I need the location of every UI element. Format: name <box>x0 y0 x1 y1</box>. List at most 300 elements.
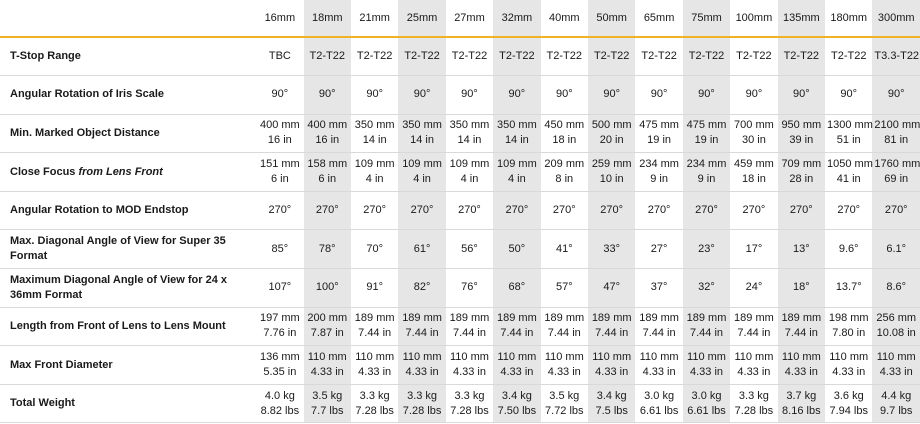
cell-value-imperial: 4 in <box>460 173 479 186</box>
cell-value: 450 mm <box>544 119 585 132</box>
row-label: Length from Front of Lens to Lens Mount <box>0 307 256 346</box>
lens-header-180mm: 180mm <box>825 0 872 37</box>
cell-value: 100° <box>315 281 339 294</box>
table-cell <box>446 191 493 230</box>
cell-value: 90° <box>603 88 620 101</box>
cell-value-imperial: 7.44 in <box>737 327 771 340</box>
cell-value-imperial: 19 in <box>647 134 672 147</box>
cell-value: 475 mm <box>686 119 727 132</box>
table-cell <box>351 269 398 308</box>
table-cell <box>730 191 777 230</box>
cell-value: 259 mm <box>591 158 632 171</box>
table-cell <box>872 269 920 308</box>
table-cell <box>778 269 825 308</box>
row-label: Min. Marked Object Distance <box>0 114 256 153</box>
cell-value: 234 mm <box>639 158 679 171</box>
cell-value: 70° <box>366 242 383 255</box>
table-cell <box>493 153 540 192</box>
table-cell <box>730 230 777 269</box>
lens-header-40mm: 40mm <box>541 0 588 37</box>
table-cell <box>541 307 588 346</box>
table-cell <box>398 76 445 115</box>
cell-value-imperial: 4.33 in <box>642 366 676 379</box>
cell-value: 110 mm <box>402 351 442 364</box>
row-label: Total Weight <box>0 384 256 423</box>
cell-value: 270° <box>742 204 766 217</box>
table-cell <box>256 269 303 308</box>
lens-header-300mm: 300mm <box>872 0 920 37</box>
table-cell <box>446 230 493 269</box>
table-cell <box>446 384 493 423</box>
cell-value: 189 mm <box>544 312 585 325</box>
table-cell <box>446 307 493 346</box>
table-cell <box>778 384 825 423</box>
lens-header-135mm: 135mm <box>778 0 825 37</box>
table-row <box>0 307 920 346</box>
cell-value: 234 mm <box>686 158 727 171</box>
cell-value: 198 mm <box>828 312 869 325</box>
table-cell <box>541 191 588 230</box>
cell-value: 90° <box>650 88 668 101</box>
table-cell <box>825 307 872 346</box>
table-cell <box>588 191 635 230</box>
table-cell <box>351 153 398 192</box>
cell-value: 78° <box>318 242 336 255</box>
table-cell <box>872 37 920 76</box>
table-cell <box>398 153 445 192</box>
cell-value: 90° <box>745 88 763 101</box>
cell-value-imperial: 4.33 in <box>452 366 486 379</box>
row-label: Maximum Diagonal Angle of View for 24 x 36mm Format <box>0 269 256 308</box>
table-cell <box>541 114 588 153</box>
cell-value-imperial: 6.61 lbs <box>639 404 679 417</box>
cell-value-imperial: 7.80 in <box>832 327 866 340</box>
cell-value: 110 mm <box>876 351 916 364</box>
cell-value: 3.3 kg <box>738 389 769 402</box>
cell-value: 109 mm <box>354 158 395 171</box>
cell-value-imperial: 16 in <box>315 134 340 147</box>
cell-value: 709 mm <box>781 158 822 171</box>
cell-value-imperial: 7.44 in <box>784 327 818 340</box>
table-cell <box>825 230 872 269</box>
cell-value: 1300 mm <box>827 119 873 132</box>
cell-value-imperial: 4.33 in <box>405 366 439 379</box>
cell-value: 17° <box>745 242 763 255</box>
table-cell <box>256 191 303 230</box>
cell-value: 700 mm <box>734 119 774 132</box>
cell-value-imperial: 19 in <box>694 134 719 147</box>
cell-value-imperial: 4.33 in <box>737 366 771 379</box>
cell-value: 4.4 kg <box>881 389 912 402</box>
table-row <box>0 269 920 308</box>
table-cell <box>778 153 825 192</box>
cell-value: 24° <box>745 281 763 294</box>
table-cell <box>398 346 445 385</box>
cell-value-imperial: 7.44 in <box>547 327 581 340</box>
lens-header-75mm: 75mm <box>683 0 730 37</box>
table-cell <box>351 230 398 269</box>
cell-value: 47° <box>603 281 620 294</box>
cell-value-imperial: 69 in <box>884 173 909 186</box>
table-cell <box>398 384 445 423</box>
cell-value-imperial: 4.33 in <box>547 366 581 379</box>
row-label: Max Front Diameter <box>0 346 256 385</box>
table-cell <box>304 307 351 346</box>
table-cell <box>778 346 825 385</box>
table-cell <box>683 76 730 115</box>
table-cell <box>730 307 777 346</box>
table-cell <box>304 76 351 115</box>
cell-value-imperial: 4.33 in <box>595 366 629 379</box>
table-cell <box>730 114 777 153</box>
cell-value: 270° <box>789 204 813 217</box>
lens-header-16mm: 16mm <box>256 0 303 37</box>
table-cell <box>493 114 540 153</box>
table-cell <box>872 191 920 230</box>
cell-value: T2-T22 <box>451 50 488 63</box>
cell-value: 107° <box>268 281 292 294</box>
cell-value-imperial: 51 in <box>836 134 861 147</box>
lens-header-32mm: 32mm <box>493 0 540 37</box>
row-label: Close Focus from Lens Front <box>0 153 256 192</box>
cell-value-imperial: 7.7 lbs <box>311 404 344 417</box>
table-cell <box>635 269 682 308</box>
cell-value: TBC <box>268 50 291 63</box>
table-cell <box>683 307 730 346</box>
row-label: Angular Rotation to MOD Endstop <box>0 191 256 230</box>
table-cell <box>635 346 682 385</box>
cell-value: 90° <box>366 88 383 101</box>
cell-value: T2-T22 <box>736 50 772 63</box>
cell-value: 270° <box>505 204 529 217</box>
table-cell <box>635 153 682 192</box>
table-row <box>0 76 920 115</box>
cell-value-imperial: 14 in <box>504 134 529 147</box>
cell-value: 256 mm <box>876 312 917 325</box>
cell-value: 189 mm <box>591 312 632 325</box>
cell-value: 3.3 kg <box>359 389 390 402</box>
table-cell <box>493 76 540 115</box>
table-cell <box>304 114 351 153</box>
table-cell <box>825 191 872 230</box>
table-cell <box>730 153 777 192</box>
cell-value: 350 mm <box>497 119 537 132</box>
cell-value: 90° <box>413 88 431 101</box>
cell-value-imperial: 41 in <box>836 173 861 186</box>
cell-value: 50° <box>508 242 526 255</box>
table-cell <box>588 114 635 153</box>
cell-value: 1050 mm <box>827 158 873 171</box>
table-cell <box>256 114 303 153</box>
table-cell <box>635 307 682 346</box>
table-cell <box>872 76 920 115</box>
cell-value-imperial: 7.94 lbs <box>829 404 868 417</box>
cell-value-imperial: 20 in <box>599 134 624 147</box>
table-cell <box>256 76 303 115</box>
table-cell <box>446 114 493 153</box>
cell-value: 270° <box>363 204 387 217</box>
table-cell <box>256 230 303 269</box>
cell-value-imperial: 7.28 lbs <box>734 404 774 417</box>
cell-value: 85° <box>271 242 289 255</box>
cell-value: 82° <box>413 281 431 294</box>
table-cell <box>541 346 588 385</box>
table-cell <box>730 76 777 115</box>
table-cell <box>588 384 635 423</box>
cell-value-imperial: 39 in <box>789 134 814 147</box>
cell-value: 3.5 kg <box>549 389 580 402</box>
spec-rows <box>0 37 920 423</box>
table-cell <box>398 114 445 153</box>
cell-value: 136 mm <box>259 351 300 364</box>
lens-header-25mm: 25mm <box>398 0 445 37</box>
cell-value: T3.3-T22 <box>874 50 920 63</box>
cell-value: 270° <box>458 204 481 217</box>
cell-value: 270° <box>552 204 576 217</box>
table-cell <box>541 37 588 76</box>
cell-value: 33° <box>603 242 620 255</box>
cell-value-imperial: 4 in <box>508 173 526 186</box>
table-cell <box>872 230 920 269</box>
table-cell <box>398 230 445 269</box>
cell-value-imperial: 4.33 in <box>832 366 866 379</box>
cell-value-imperial: 8.16 lbs <box>782 404 821 417</box>
cell-value: 90° <box>887 88 905 101</box>
table-cell <box>778 114 825 153</box>
table-cell <box>493 37 540 76</box>
cell-value: 23° <box>698 242 715 255</box>
table-cell <box>256 37 303 76</box>
table-cell <box>398 269 445 308</box>
table-cell <box>493 230 540 269</box>
cell-value: T2-T22 <box>404 50 440 63</box>
cell-value: 350 mm <box>402 119 442 132</box>
table-cell <box>304 230 351 269</box>
table-cell <box>493 384 540 423</box>
cell-value: 13.7° <box>835 281 862 294</box>
table-cell <box>304 384 351 423</box>
cell-value: T2-T22 <box>830 50 867 63</box>
cell-value-imperial: 7.28 lbs <box>402 404 442 417</box>
cell-value-imperial: 4 in <box>365 173 384 186</box>
cell-value-imperial: 9.7 lbs <box>880 404 913 417</box>
cell-value: T2-T22 <box>309 50 345 63</box>
cell-value: 90° <box>840 88 858 101</box>
table-row <box>0 384 920 423</box>
cell-value: 110 mm <box>639 351 679 364</box>
cell-value: 90° <box>318 88 336 101</box>
row-label: T-Stop Range <box>0 37 256 76</box>
cell-value: 270° <box>315 204 339 217</box>
cell-value-imperial: 6 in <box>270 173 289 186</box>
table-cell <box>541 269 588 308</box>
row-label: Max. Diagonal Angle of View for Super 35 Format <box>0 230 256 269</box>
cell-value: 91° <box>366 281 383 294</box>
cell-value-imperial: 14 in <box>410 134 434 147</box>
table-cell <box>872 307 920 346</box>
cell-value: 189 mm <box>686 312 727 325</box>
cell-value-imperial: 9 in <box>697 173 716 186</box>
table-cell <box>541 153 588 192</box>
cell-value: 270° <box>268 204 292 217</box>
table-cell <box>778 307 825 346</box>
table-cell <box>588 37 635 76</box>
table-cell <box>304 269 351 308</box>
cell-value-imperial: 7.44 in <box>642 327 676 340</box>
table-cell <box>683 346 730 385</box>
cell-value: 270° <box>410 204 434 217</box>
cell-value-imperial: 18 in <box>741 173 766 186</box>
cell-value: 9.6° <box>838 242 859 255</box>
table-cell <box>588 269 635 308</box>
cell-value-imperial: 7.44 in <box>500 327 534 340</box>
cell-value: 189 mm <box>402 312 442 325</box>
cell-value: 3.7 kg <box>786 389 817 402</box>
header-row <box>0 0 920 37</box>
table-cell <box>493 191 540 230</box>
cell-value-imperial: 4.33 in <box>310 366 344 379</box>
cell-value-imperial: 28 in <box>789 173 814 186</box>
cell-value: 950 mm <box>781 119 822 132</box>
cell-value: 350 mm <box>354 119 395 132</box>
table-cell <box>635 76 682 115</box>
table-cell <box>683 230 730 269</box>
cell-value: 350 mm <box>449 119 490 132</box>
cell-value: 90° <box>461 88 478 101</box>
row-label-emphasis: from Lens Front <box>78 165 163 178</box>
cell-value-imperial: 7.76 in <box>263 327 297 340</box>
cell-value-imperial: 7.72 lbs <box>545 404 584 417</box>
cell-value: 151 mm <box>259 158 300 171</box>
cell-value-imperial: 10.08 in <box>876 327 916 340</box>
cell-value-imperial: 8 in <box>555 173 574 186</box>
table-cell <box>446 37 493 76</box>
cell-value-imperial: 7.50 lbs <box>497 404 537 417</box>
table-cell <box>825 114 872 153</box>
table-cell <box>872 346 920 385</box>
table-cell <box>778 191 825 230</box>
cell-value: 3.0 kg <box>644 389 675 402</box>
cell-value: 197 mm <box>259 312 300 325</box>
table-cell <box>872 384 920 423</box>
cell-value-imperial: 7.28 lbs <box>450 404 489 417</box>
cell-value: 3.3 kg <box>407 389 438 402</box>
cell-value: 110 mm <box>734 351 774 364</box>
table-cell <box>683 114 730 153</box>
cell-value-imperial: 30 in <box>741 134 766 147</box>
cell-value: 41° <box>555 242 573 255</box>
cell-value-imperial: 5.35 in <box>263 366 297 379</box>
table-cell <box>635 114 682 153</box>
table-cell <box>872 153 920 192</box>
cell-value: 110 mm <box>544 351 584 364</box>
cell-value: 270° <box>647 204 671 217</box>
cell-value: 90° <box>271 88 289 101</box>
cell-value-imperial: 8.82 lbs <box>260 404 300 417</box>
cell-value: 110 mm <box>497 351 537 364</box>
cell-value: 110 mm <box>355 351 395 364</box>
table-cell <box>730 37 777 76</box>
cell-value-imperial: 7.44 in <box>358 327 392 340</box>
table-cell <box>398 307 445 346</box>
cell-value: T2-T22 <box>593 50 630 63</box>
cell-value-imperial: 4.33 in <box>879 366 913 379</box>
table-row <box>0 37 920 76</box>
cell-value-imperial: 7.87 in <box>310 327 344 340</box>
table-cell <box>588 307 635 346</box>
lens-header-21mm: 21mm <box>351 0 398 37</box>
cell-value-imperial: 6 in <box>318 173 337 186</box>
cell-value: 110 mm <box>781 351 821 364</box>
cell-value: 400 mm <box>259 119 300 132</box>
cell-value: 90° <box>555 88 573 101</box>
cell-value: 3.4 kg <box>501 389 532 402</box>
cell-value-imperial: 6.61 lbs <box>687 404 726 417</box>
table-cell <box>778 76 825 115</box>
cell-value: 475 mm <box>639 119 679 132</box>
cell-value: 189 mm <box>734 312 774 325</box>
cell-value: 2100 mm <box>874 119 920 132</box>
table-cell <box>588 346 635 385</box>
cell-value: 189 mm <box>497 312 537 325</box>
table-cell <box>635 191 682 230</box>
table-cell <box>683 269 730 308</box>
table-cell <box>493 346 540 385</box>
table-row <box>0 114 920 153</box>
cell-value-imperial: 7.44 in <box>689 327 724 340</box>
cell-value: 270° <box>600 204 624 217</box>
cell-value-imperial: 7.44 in <box>452 327 486 340</box>
cell-value: 270° <box>695 204 718 217</box>
cell-value: 3.0 kg <box>691 389 722 402</box>
table-cell <box>351 346 398 385</box>
table-cell <box>256 153 303 192</box>
cell-value: 3.6 kg <box>833 389 864 402</box>
table-cell <box>825 37 872 76</box>
table-cell <box>635 230 682 269</box>
cell-value: 110 mm <box>592 351 632 364</box>
table-cell <box>541 230 588 269</box>
table-cell <box>446 76 493 115</box>
cell-value-imperial: 81 in <box>884 134 909 147</box>
table-cell <box>256 346 303 385</box>
lens-header-65mm: 65mm <box>635 0 682 37</box>
cell-value-imperial: 14 in <box>457 134 482 147</box>
cell-value: 27° <box>650 242 668 255</box>
table-cell <box>446 153 493 192</box>
table-cell <box>398 37 445 76</box>
table-cell <box>635 37 682 76</box>
table-cell <box>635 384 682 423</box>
lens-header-27mm: 27mm <box>446 0 493 37</box>
cell-value: 110 mm <box>450 351 489 364</box>
table-cell <box>683 153 730 192</box>
table-cell <box>825 153 872 192</box>
table-cell <box>446 346 493 385</box>
cell-value-imperial: 4.33 in <box>689 366 724 379</box>
lens-header-50mm: 50mm <box>588 0 635 37</box>
table-cell <box>351 307 398 346</box>
cell-value: 459 mm <box>734 158 774 171</box>
cell-value: 270° <box>884 204 908 217</box>
cell-value: 189 mm <box>354 312 395 325</box>
cell-value: 110 mm <box>829 351 869 364</box>
table-cell <box>778 37 825 76</box>
cell-value-imperial: 10 in <box>599 173 624 186</box>
cell-value: 76° <box>461 281 478 294</box>
cell-value-imperial: 14 in <box>362 134 387 147</box>
cell-value: T2-T22 <box>356 50 393 63</box>
